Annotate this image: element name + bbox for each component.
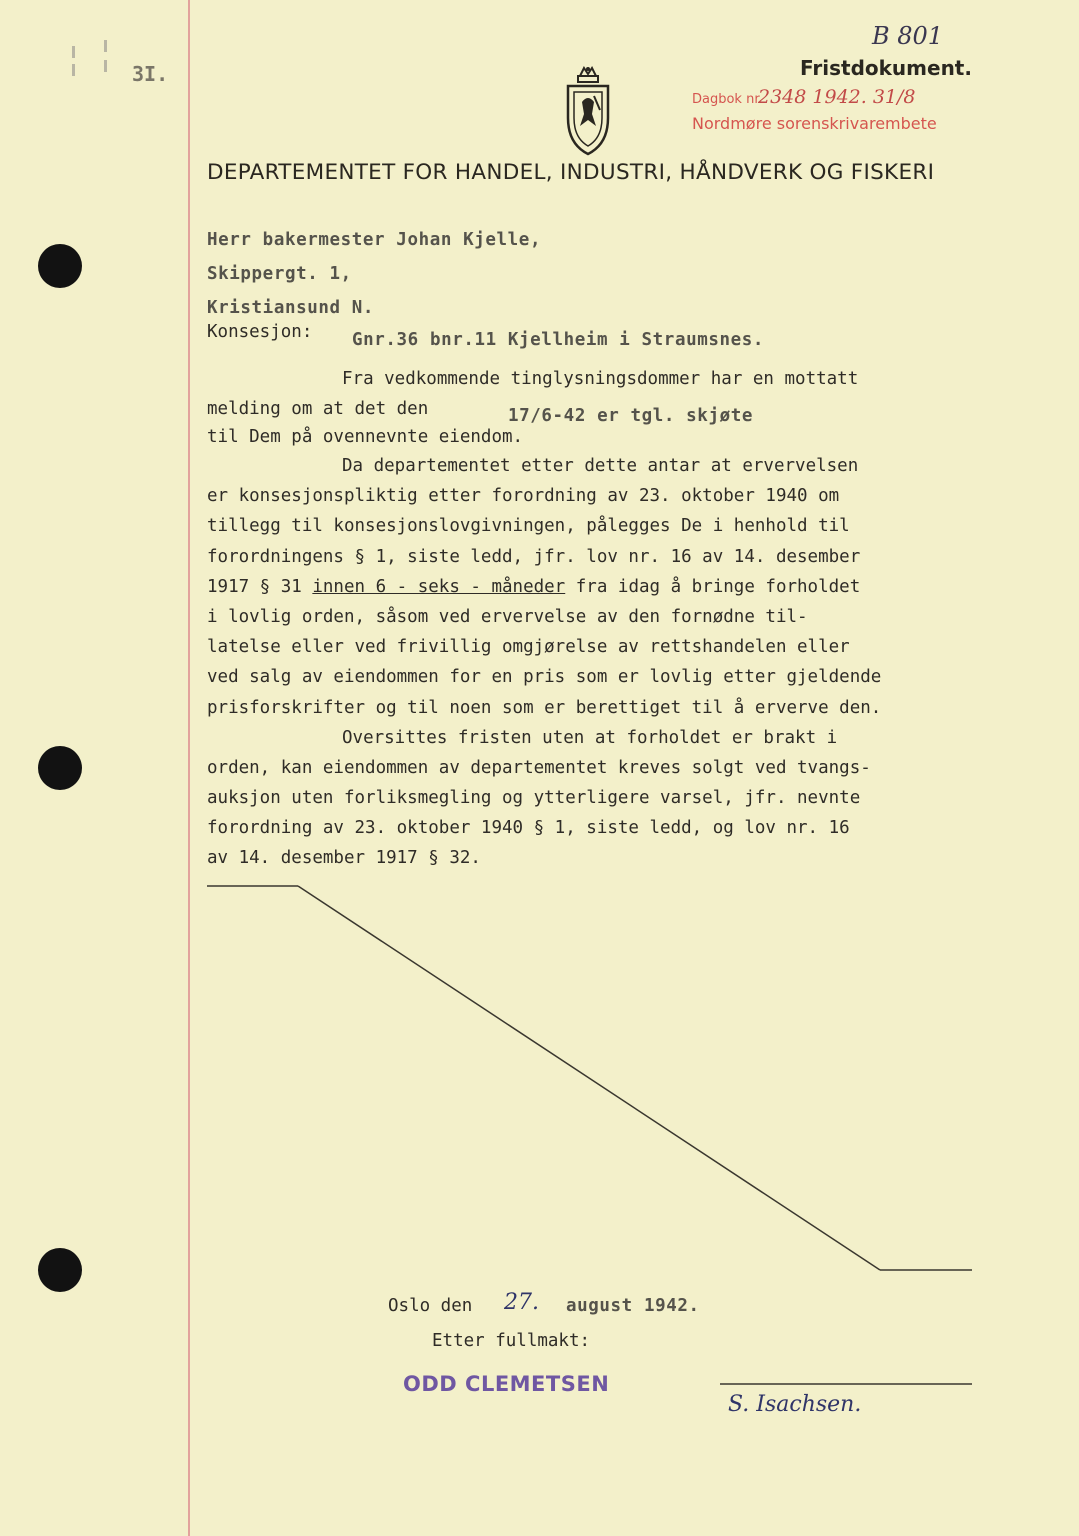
page-reference: 3I. [132,62,169,86]
dagbok-label: Dagbok nr. [692,92,763,107]
body-text: 1917 § 31 [207,577,313,597]
body-line: av 14. desember 1917 § 32. [207,848,481,868]
date-day: 27. [504,1290,539,1315]
concession-label: Konsesjon: [207,322,313,342]
body-line: orden, kan eiendommen av departementet kreves solgt ved tvangs- [207,758,871,778]
handwritten-signature: S. Isachsen. [728,1392,862,1417]
body-line: prisforskrifter og til noen som er berettiget til å erverve den. [207,698,882,718]
dagbok-value: 2348 1942. 31/8 [758,86,916,108]
body-line: Oversittes fristen uten at forholdet er brakt i [342,728,838,748]
address-line: Skippergt. 1, [207,264,352,284]
address-line: Herr bakermester Johan Kjelle, [207,230,542,250]
body-line: forordning av 23. oktober 1940 § 1, siste ledd, og lov nr. 16 [207,818,850,838]
body-line: latelse eller ved frivillig omgjørelse av rettshandelen eller [207,637,850,657]
place-label: Oslo den [388,1296,473,1316]
handwritten-number: B 801 [872,22,944,50]
body-line: i lovlig orden, såsom ved ervervelse av den fornødne til- [207,607,808,627]
department-heading: DEPARTEMENTET FOR HANDEL, INDUSTRI, HÅNDVERK OG FISKERI [207,160,935,185]
body-line: til Dem på ovennevnte eiendom. [207,427,524,447]
body-line: melding om at det den [207,399,429,419]
address-line: Kristiansund N. [207,298,375,318]
deadline-underlined: innen 6 - seks - måneder [312,577,566,597]
authority-line: Etter fullmakt: [432,1331,591,1351]
body-line: forordningens § 1, siste ledd, jfr. lov nr. 16 av 14. desember [207,547,861,567]
body-line: tillegg til konsesjonslovgivningen, pålegges De i henhold til [207,516,850,536]
signer-name-stamp: ODD CLEMETSEN [403,1372,610,1396]
date-month-year: august 1942. [566,1296,700,1316]
body-line: ved salg av eiendommen for en pris som er lovlig etter gjeldende [207,667,882,687]
body-line: auksjon uten forliksmegling og ytterligere varsel, jfr. nevnte [207,788,861,808]
body-line: er konsesjonspliktig etter forordning av 23. oktober 1940 om [207,486,840,506]
body-line: Da departementet etter dette antar at ervervelsen [342,456,859,476]
document-type: Fristdokument. [800,56,972,80]
concession-value: Gnr.36 bnr.11 Kjellheim i Straumsnes. [352,330,765,350]
body-text: fra idag å bringe forholdet [565,577,861,597]
body-line: Fra vedkommende tinglysningsdommer har en mottatt [342,369,859,389]
registration-insert: 17/6-42 er tgl. skjøte [508,406,753,426]
office-stamp: Nordmøre sorenskrivarembete [692,114,937,133]
